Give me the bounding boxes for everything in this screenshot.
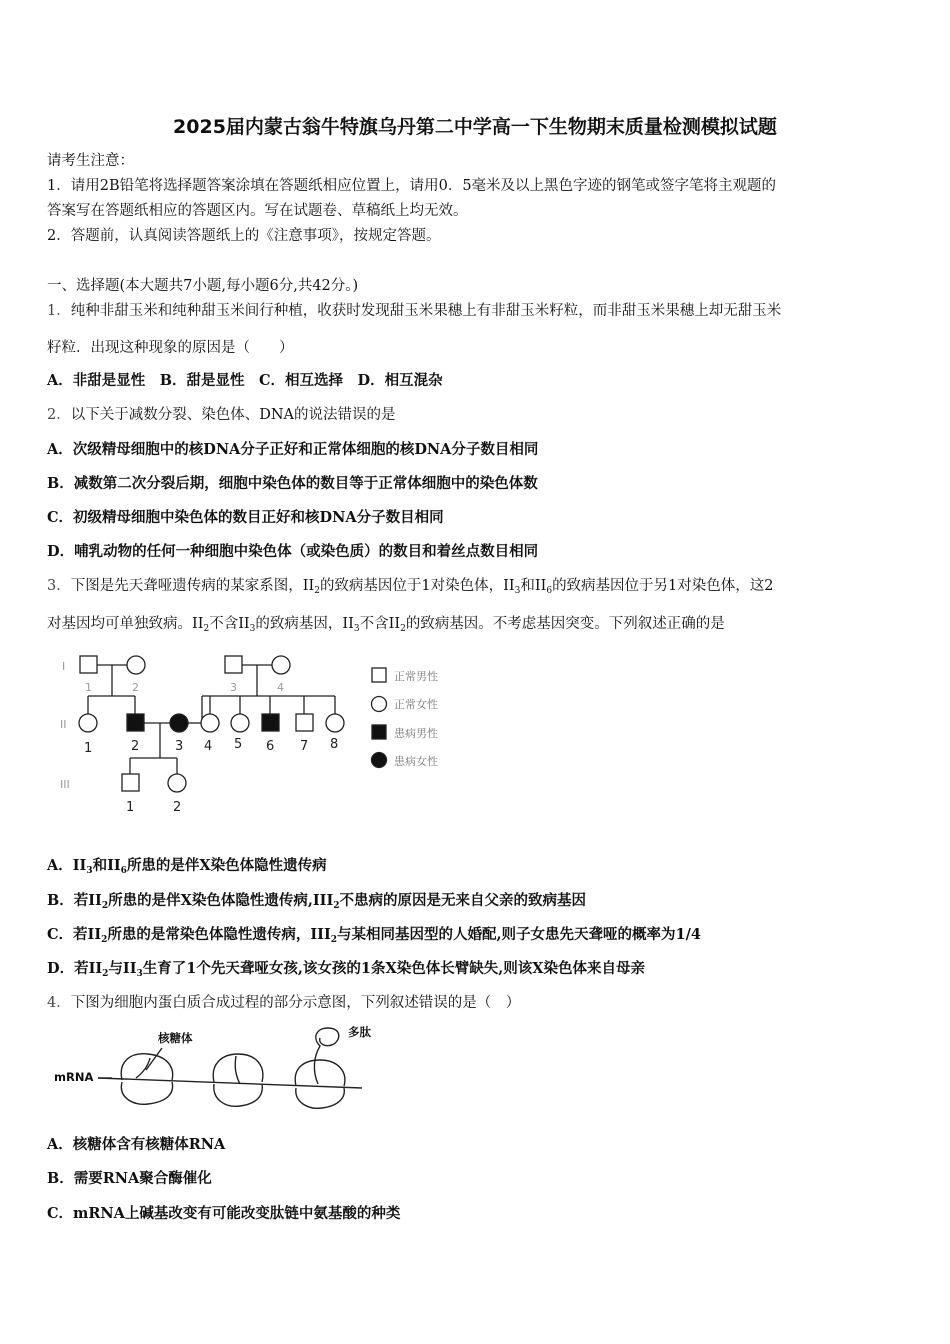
pedigree-number: 1 <box>85 681 92 694</box>
legend-label: 患病男性 <box>394 727 438 740</box>
question-3-stem-line-2: 对基因均可单独致病。$II_2$不含$II_3$的致病基因，$II_3$不含$II_2$的致病基因。不考虑基因突变。下列叙述正确的是 <box>47 616 725 634</box>
ribosome-label: 核糖体 <box>158 1031 193 1045</box>
pedigree-i3-normal-male <box>225 656 242 673</box>
question-3-option-c: C．若$II_2$所患的是常染色体隐性遗传病，$III_2$与某相同基因型的人婚配,则子女患先天聋哑的概率为1/4 <box>47 926 702 945</box>
question-1-line-2: 籽粒．出现这种现象的原因是（ ） <box>47 340 294 356</box>
question-1-line-1: 1．纯种非甜玉米和纯种甜玉米间行种植，收获时发现甜玉米果穗上有非甜玉米籽粒，而非甜玉米果穗上却无甜玉米 <box>47 303 782 319</box>
peptide-label: 多肽 <box>348 1025 371 1039</box>
pedigree-number: 2 <box>132 681 139 694</box>
generation-label: I <box>62 660 66 673</box>
generation-label: III <box>60 778 70 791</box>
question-2-option-a: A．次级精母细胞中的核DNA分子正好和正常体细胞的核DNA分子数目相同 <box>47 441 539 458</box>
pedigree-ii4-normal-female <box>201 714 219 732</box>
peptide-chain <box>314 1028 338 1084</box>
notice-line-1: 1．请用2B铅笔将选择题答案涂填在答题纸相应位置上，请用0．5毫米及以上黑色字迹的钢笔或签字笔将主观题的 <box>47 178 777 194</box>
mrna-strand <box>98 1078 362 1088</box>
generation-label: II <box>60 718 67 731</box>
question-2-stem: 2．以下关于减数分裂、染色体、DNA的说法错误的是 <box>47 407 396 423</box>
pedigree-ii3-affected-female <box>170 714 188 732</box>
ribosome-2 <box>213 1054 263 1106</box>
question-4-option-c: C．mRNA上碱基改变有可能改变肽链中氨基酸的种类 <box>47 1205 401 1222</box>
section-heading: 一、选择题(本大题共7小题,每小题6分,共42分。) <box>47 278 359 294</box>
translation-diagram <box>50 1022 390 1114</box>
notice-heading: 请考生注意： <box>47 153 134 169</box>
pedigree-number: 2 <box>131 739 140 754</box>
pedigree-i2-normal-female <box>127 656 145 674</box>
legend-normal-female-icon <box>372 697 387 712</box>
legend-label: 患病女性 <box>394 755 438 768</box>
legend-label: 正常女性 <box>394 698 438 711</box>
legend-affected-female-icon <box>372 753 387 768</box>
question-2-option-b: B．减数第二次分裂后期，细胞中染色体的数目等于正常体细胞中的染色体数 <box>47 475 538 492</box>
page-title: 2025届内蒙古翁牛特旗乌丹第二中学高一下生物期末质量检测模拟试题 <box>173 116 777 138</box>
pedigree-number: 4 <box>277 681 284 694</box>
question-number: 4． <box>47 995 71 1011</box>
notice-line-2: 答案写在答题纸相应的答题区内。写在试题卷、草稿纸上均无效。 <box>47 203 468 219</box>
pedigree-ii8-normal-female <box>326 714 344 732</box>
notice-line-3: 2．答题前，认真阅读答题纸上的《注意事项》，按规定答题。 <box>47 228 441 244</box>
pedigree-number: 1 <box>84 741 93 756</box>
question-3-option-a: A．$II_3$和$II_6$所患的是伴X染色体隐性遗传病 <box>47 857 327 876</box>
pedigree-number: 8 <box>330 737 339 752</box>
pedigree-number: 6 <box>266 739 275 754</box>
pedigree-number: 3 <box>230 681 237 694</box>
question-number: 2． <box>47 407 71 423</box>
pedigree-i1-normal-male <box>80 656 97 673</box>
question-3-stem-line-1: 3．下图是先天聋哑遗传病的某家系图，$II_2$的致病基因位于1对染色体，$II_3$和$II_6$的致病基因位于另1对染色体，这2 <box>47 578 774 596</box>
pedigree-number: 4 <box>204 739 213 754</box>
question-3-option-d: D．若$II_2$与$II_3$生育了1个先天聋哑女孩,该女孩的1条X染色体长臂缺失,则该X染色体来自母亲 <box>47 960 646 979</box>
mrna-label: mRNA <box>54 1070 94 1084</box>
pedigree-i4-normal-female <box>272 656 290 674</box>
pedigree-ii5-normal-female <box>231 714 249 732</box>
pedigree-number: 3 <box>175 739 184 754</box>
question-2-option-c: C．初级精母细胞中染色体的数目正好和核DNA分子数目相同 <box>47 509 444 526</box>
pedigree-iii1-normal-male <box>122 774 139 791</box>
pedigree-ii6-affected-male <box>262 714 279 731</box>
question-3-option-b: B．若$II_2$所患的是伴X染色体隐性遗传病$,III_2$不患病的原因是无来自父亲的致病基因 <box>47 892 587 911</box>
question-4-stem: 4．下图为细胞内蛋白质合成过程的部分示意图，下列叙述错误的是（ ） <box>47 995 521 1011</box>
question-4-option-a: A．核糖体含有核糖体RNA <box>47 1136 226 1153</box>
ribosome-3 <box>295 1028 345 1108</box>
pedigree-number: 1 <box>126 800 135 815</box>
pedigree-number: 2 <box>173 800 182 815</box>
legend-label: 正常男性 <box>394 670 438 683</box>
question-number: 3． <box>47 578 71 594</box>
question-4-option-b: B．需要RNA聚合酶催化 <box>47 1170 212 1187</box>
legend-affected-male-icon <box>372 725 386 739</box>
pedigree-ii1-normal-female <box>79 714 97 732</box>
question-1-options: A．非甜是显性 B．甜是显性 C．相互选择 D．相互混杂 <box>47 372 443 389</box>
pedigree-number: 7 <box>300 739 309 754</box>
pedigree-number: 5 <box>234 737 243 752</box>
pedigree-iii2-normal-female <box>168 774 186 792</box>
question-2-option-d: D．哺乳动物的任何一种细胞中染色体（或染色质）的数目和着丝点数目相同 <box>47 543 539 560</box>
legend-normal-male-icon <box>372 668 386 682</box>
question-number: 1． <box>47 303 71 319</box>
pedigree-chart <box>50 648 470 823</box>
ribosome-1 <box>121 1048 172 1104</box>
pedigree-ii2-affected-male <box>127 714 144 731</box>
pedigree-ii7-normal-male <box>296 714 313 731</box>
